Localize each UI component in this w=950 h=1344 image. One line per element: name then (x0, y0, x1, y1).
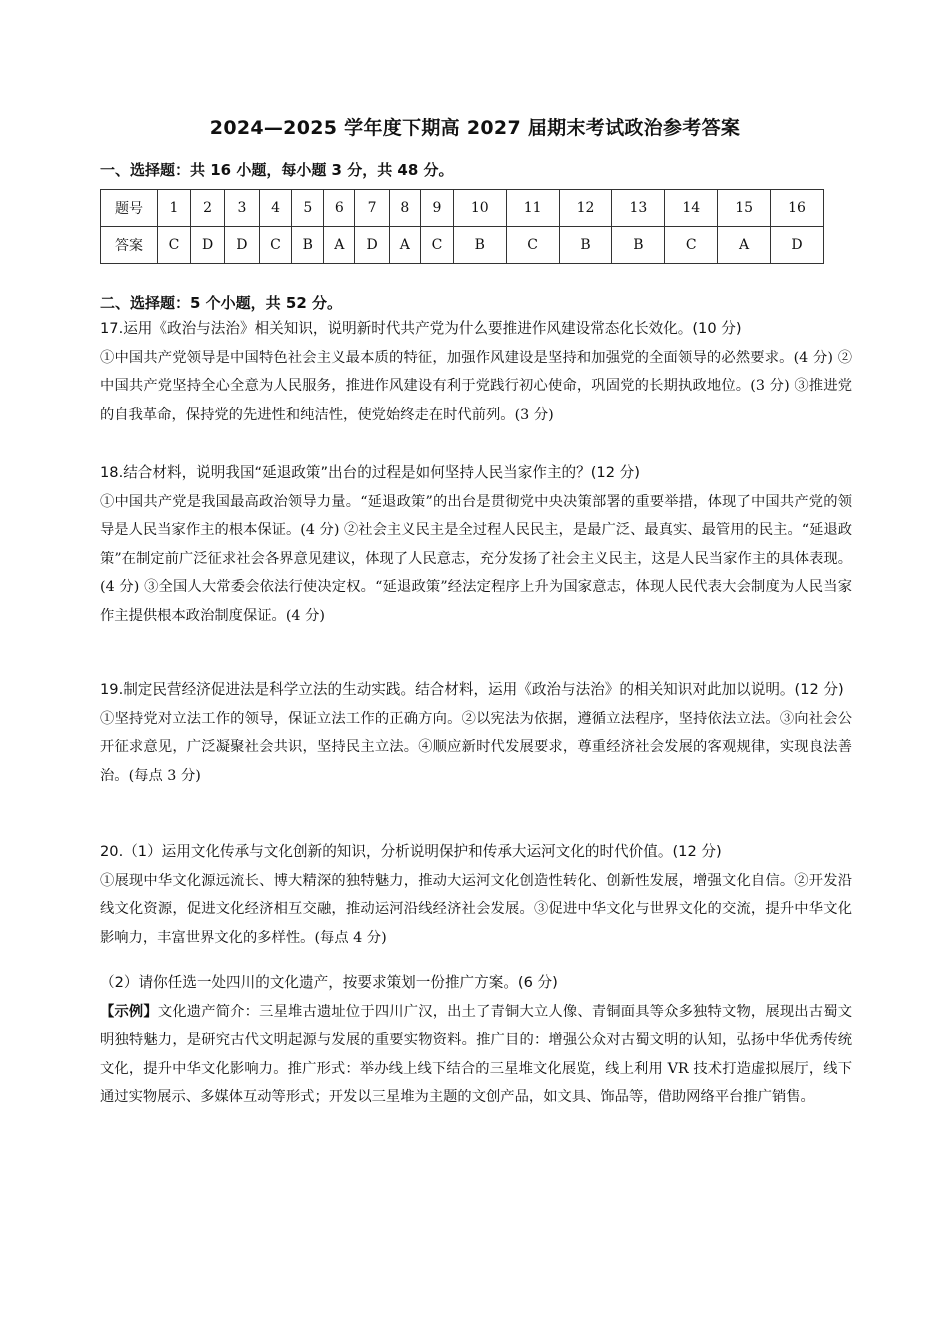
page-title: 2024—2025 学年度下期高 2027 届期末考试政治参考答案 (209, 117, 741, 139)
table-cell: B (612, 227, 665, 264)
table-cell: 11 (506, 190, 559, 227)
question-20-part2 (100, 969, 852, 1112)
table-cell: D (771, 227, 824, 264)
table-cell: 5 (292, 190, 324, 227)
row-label-number: 题号 (101, 190, 158, 227)
example-text: 文化遗产简介：三星堆古遗址位于四川广汉，出土了青铜大立人像、青铜面具等众多独特文物，展现出古蜀文明独特魅力，是研究古代文明起源与发展的重要实物资料。推广目的：增强公众对古蜀文明的认知，弘扬中华优秀传统文化，提升中华文化影响力。推广形式：举办线上线下结合的三星堆文化展览，线上利用 VR 技术打造虚拟展厅，线下通过实物展示、多媒体互动等形式；开发以三星堆为主题的文创产品，如文具、饰品等，借助网络平台推广销售。 (100, 1003, 852, 1105)
table-cell: 1 (158, 190, 191, 227)
table-cell: C (420, 227, 453, 264)
table-cell: 7 (355, 190, 389, 227)
table-cell: 8 (389, 190, 420, 227)
table-cell: C (665, 227, 718, 264)
answer-text (100, 998, 852, 1112)
table-cell: 16 (771, 190, 824, 227)
section2-heading: 二、选择题：5 个小题，共 52 分。 (100, 294, 342, 312)
table-cell: 14 (665, 190, 718, 227)
question-text: （2）请你任选一处四川的文化遗产，按要求策划一份推广方案。(6 分) (100, 974, 558, 991)
table-cell: C (506, 227, 559, 264)
table-cell: B (453, 227, 506, 264)
table-cell: B (292, 227, 324, 264)
question-18 (100, 459, 852, 630)
table-cell: 10 (453, 190, 506, 227)
example-label: 【示例】 (100, 1003, 158, 1020)
question-text: 20.（1）运用文化传承与文化创新的知识，分析说明保护和传承大运河文化的时代价值。(12 分) (100, 843, 722, 860)
answer-text: ①中国共产党是我国最高政治领导力量。“延退政策”的出台是贯彻党中央决策部署的重要举措，体现了中国共产党的领导是人民当家作主的根本保证。(4 分) ②社会主义民主是全过程人民民主，是最广泛、最真实、最管用的民主。“延退政策”在制定前广泛征求社会各界意见建议，体现了人民意志，充分发扬了社会主义民主，这是人民当家作主的具体表现。(4 分) ③全国人大常委会依法行使决定权。“延退政策”经法定程序上升为国家意志，体现人民代表大会制度为人民当家作主提供根本政治制度保证。(4 分) (100, 493, 852, 624)
table-cell: A (389, 227, 420, 264)
answer-table (100, 189, 824, 264)
table-cell: C (259, 227, 292, 264)
table-cell: 6 (324, 190, 355, 227)
question-19 (100, 676, 852, 790)
table-row-answers (101, 227, 824, 264)
table-cell: 15 (718, 190, 771, 227)
table-cell: 3 (225, 190, 259, 227)
row-label-answer: 答案 (101, 227, 158, 264)
table-cell: B (559, 227, 612, 264)
table-cell: 12 (559, 190, 612, 227)
section1-heading: 一、选择题：共 16 小题，每小题 3 分，共 48 分。 (100, 161, 454, 179)
answer-text: ①中国共产党领导是中国特色社会主义最本质的特征，加强作风建设是坚持和加强党的全面领导的必然要求。(4 分) ②中国共产党坚持全心全意为人民服务，推进作风建设有利于党践行初心使命，巩固党的长期执政地位。(3 分) ③推进党的自我革命，保持党的先进性和纯洁性，使党始终走在时代前列。(3 分) (100, 349, 852, 423)
table-cell: 4 (259, 190, 292, 227)
question-text: 17.运用《政治与法治》相关知识，说明新时代共产党为什么要推进作风建设常态化长效化。(10 分) (100, 320, 742, 337)
question-text: 19.制定民营经济促进法是科学立法的生动实践。结合材料，运用《政治与法治》的相关知识对此加以说明。(12 分) (100, 681, 844, 698)
table-cell: 2 (190, 190, 224, 227)
answer-text: ①展现中华文化源远流长、博大精深的独特魅力，推动大运河文化创造性转化、创新性发展，增强文化自信。②开发沿线文化资源，促进文化经济相互交融，推动运河沿线经济社会发展。③促进中华文化与世界文化的交流，提升中华文化影响力，丰富世界文化的多样性。(每点 4 分) (100, 872, 852, 946)
table-cell: A (324, 227, 355, 264)
table-cell: D (355, 227, 389, 264)
question-20-part1 (100, 838, 852, 952)
table-cell: D (225, 227, 259, 264)
table-cell: A (718, 227, 771, 264)
table-cell: C (158, 227, 191, 264)
table-row-numbers (101, 190, 824, 227)
question-text: 18.结合材料，说明我国“延退政策”出台的过程是如何坚持人民当家作主的？(12 分) (100, 464, 640, 481)
table-cell: 9 (420, 190, 453, 227)
question-17 (100, 315, 852, 429)
table-cell: D (190, 227, 224, 264)
table-cell: 13 (612, 190, 665, 227)
answer-text: ①坚持党对立法工作的领导，保证立法工作的正确方向。②以宪法为依据，遵循立法程序，坚持依法立法。③向社会公开征求意见，广泛凝聚社会共识，坚持民主立法。④顺应新时代发展要求，尊重经济社会发展的客观规律，实现良法善治。(每点 3 分) (100, 710, 852, 784)
